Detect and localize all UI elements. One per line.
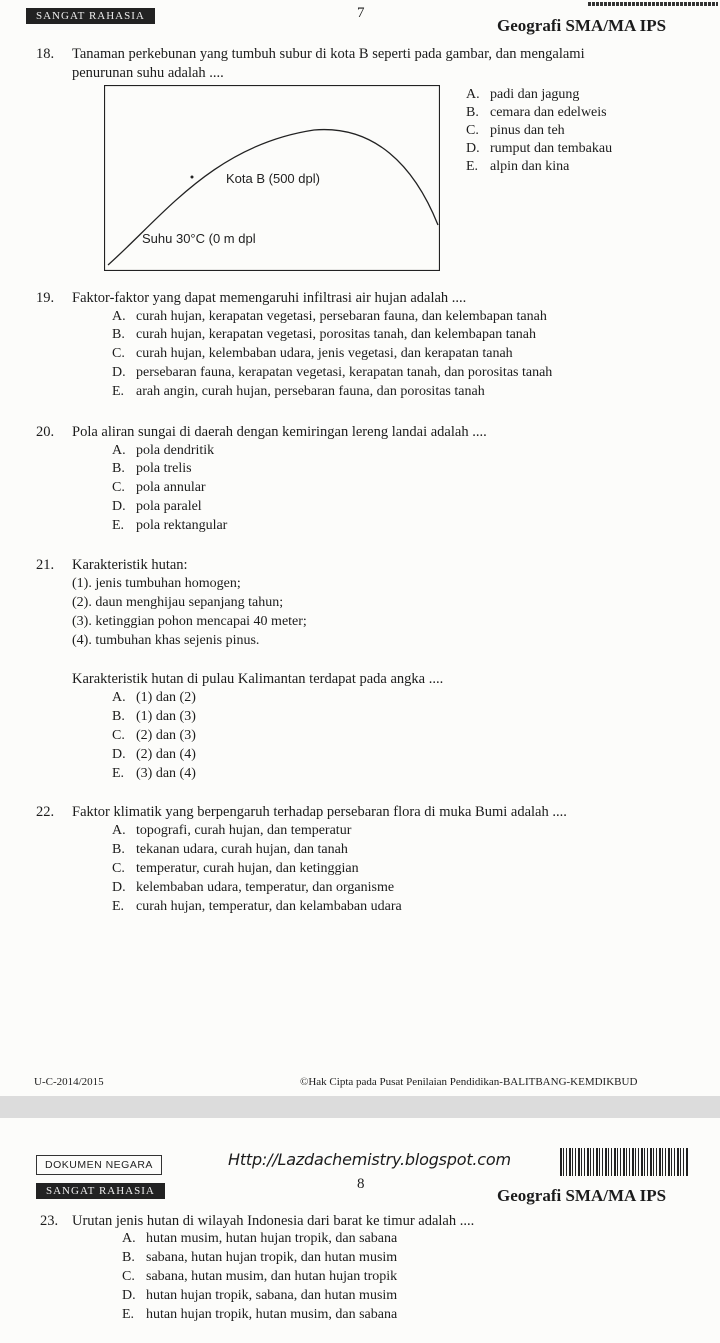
subject-title: Geografi SMA/MA IPS	[497, 1186, 667, 1205]
footer-copyright: ©Hak Cipta pada Pusat Penilaian Pendidikan-BALITBANG-KEMDIKBUD	[300, 1076, 638, 1088]
option-b[interactable]: B. (1) dan (3)	[112, 709, 196, 724]
option-a[interactable]: A. curah hujan, kerapatan vegetasi, persebaran fauna, dan kelembapan tanah	[112, 309, 547, 324]
question-text: penurunan suhu adalah ....	[72, 65, 224, 81]
question-text: Pola aliran sungai di daerah dengan kemiringan lereng landai adalah ....	[72, 424, 487, 440]
option-d[interactable]: D. pola paralel	[112, 499, 202, 514]
label-kota-b: Kota B (500 dpl)	[226, 171, 320, 186]
option-b[interactable]: B. sabana, hutan hujan tropik, dan hutan musim	[122, 1250, 398, 1265]
option-d[interactable]: D. (2) dan (4)	[112, 747, 196, 762]
mountain-diagram	[104, 85, 440, 271]
option-a[interactable]: A. hutan musim, hutan hujan tropik, dan sabana	[122, 1231, 398, 1246]
altitude-figure	[104, 85, 440, 271]
option-e[interactable]: E. alpin dan kina	[466, 159, 570, 174]
option-e[interactable]: E. pola rektangular	[112, 518, 228, 533]
confidential-label: SANGAT RAHASIA	[36, 1183, 165, 1199]
option-b[interactable]: B. pola trelis	[112, 461, 192, 476]
option-c[interactable]: C. temperatur, curah hujan, dan ketinggian	[112, 861, 359, 876]
option-d[interactable]: D. persebaran fauna, kerapatan vegetasi, kerapatan tanah, dan porositas tanah	[112, 365, 553, 380]
question-text: Karakteristik hutan di pulau Kalimantan terdapat pada angka ....	[72, 671, 444, 687]
confidential-label: SANGAT RAHASIA	[26, 8, 155, 24]
option-b[interactable]: B. curah hujan, kerapatan vegetasi, porositas tanah, dan kelembapan tanah	[112, 327, 537, 342]
list-item: (1). jenis tumbuhan homogen;	[72, 576, 241, 591]
question-number: 21.	[36, 557, 55, 573]
page-gap	[0, 1096, 720, 1118]
option-a[interactable]: A. (1) dan (2)	[112, 690, 196, 705]
option-b[interactable]: B. tekanan udara, curah hujan, dan tanah	[112, 842, 348, 857]
list-item: (2). daun menghijau sepanjang tahun;	[72, 595, 284, 610]
document-label: DOKUMEN NEGARA	[36, 1155, 162, 1175]
question-number: 19.	[36, 290, 55, 306]
option-a[interactable]: A. padi dan jagung	[466, 87, 580, 102]
question-number: 20.	[36, 424, 55, 440]
option-c[interactable]: C. (2) dan (3)	[112, 728, 196, 743]
option-b[interactable]: B. cemara dan edelweis	[466, 105, 607, 120]
list-item: (3). ketinggian pohon mencapai 40 meter;	[72, 614, 307, 629]
label-base-temp: Suhu 30°C (0 m dpl	[142, 231, 256, 246]
option-d[interactable]: D. rumput dan tembakau	[466, 141, 613, 156]
point-b	[191, 176, 194, 179]
option-a[interactable]: A. topografi, curah hujan, dan temperatur	[112, 823, 352, 838]
option-e[interactable]: E. (3) dan (4)	[112, 766, 196, 781]
question-text: Tanaman perkebunan yang tumbuh subur di kota B seperti pada gambar, dan mengalami	[72, 46, 585, 62]
barcode	[560, 1148, 688, 1176]
question-text: Urutan jenis hutan di wilayah Indonesia dari barat ke timur adalah ....	[72, 1213, 475, 1229]
option-d[interactable]: D. kelembaban udara, temperatur, dan organisme	[112, 880, 395, 895]
barcode	[588, 2, 718, 6]
option-e[interactable]: E. curah hujan, temperatur, dan kelambaban udara	[112, 899, 402, 914]
option-e[interactable]: E. hutan hujan tropik, hutan musim, dan sabana	[122, 1307, 398, 1322]
page-number: 7	[357, 5, 365, 21]
list-item: (4). tumbuhan khas sejenis pinus.	[72, 633, 260, 648]
option-a[interactable]: A. pola dendritik	[112, 443, 215, 458]
option-c[interactable]: C. pola annular	[112, 480, 206, 495]
footer-code: U-C-2014/2015	[34, 1076, 104, 1088]
option-d[interactable]: D. hutan hujan tropik, sabana, dan hutan musim	[122, 1288, 398, 1303]
subject-title: Geografi SMA/MA IPS	[497, 16, 667, 35]
question-text: Faktor klimatik yang berpengaruh terhadap persebaran flora di muka Bumi adalah ....	[72, 804, 567, 820]
source-url[interactable]: Http://Lazdachemistry.blogspot.com	[228, 1150, 511, 1169]
option-e[interactable]: E. arah angin, curah hujan, persebaran fauna, dan porositas tanah	[112, 384, 485, 399]
question-text: Karakteristik hutan:	[72, 557, 188, 573]
option-c[interactable]: C. sabana, hutan musim, dan hutan hujan tropik	[122, 1269, 398, 1284]
question-number: 18.	[36, 46, 55, 62]
option-c[interactable]: C. pinus dan teh	[466, 123, 565, 138]
question-text: Faktor-faktor yang dapat memengaruhi infiltrasi air hujan adalah ....	[72, 290, 467, 306]
question-number: 22.	[36, 804, 55, 820]
question-number: 23.	[40, 1213, 59, 1229]
option-c[interactable]: C. curah hujan, kelembaban udara, jenis vegetasi, dan kerapatan tanah	[112, 346, 513, 361]
page-number: 8	[357, 1176, 365, 1192]
